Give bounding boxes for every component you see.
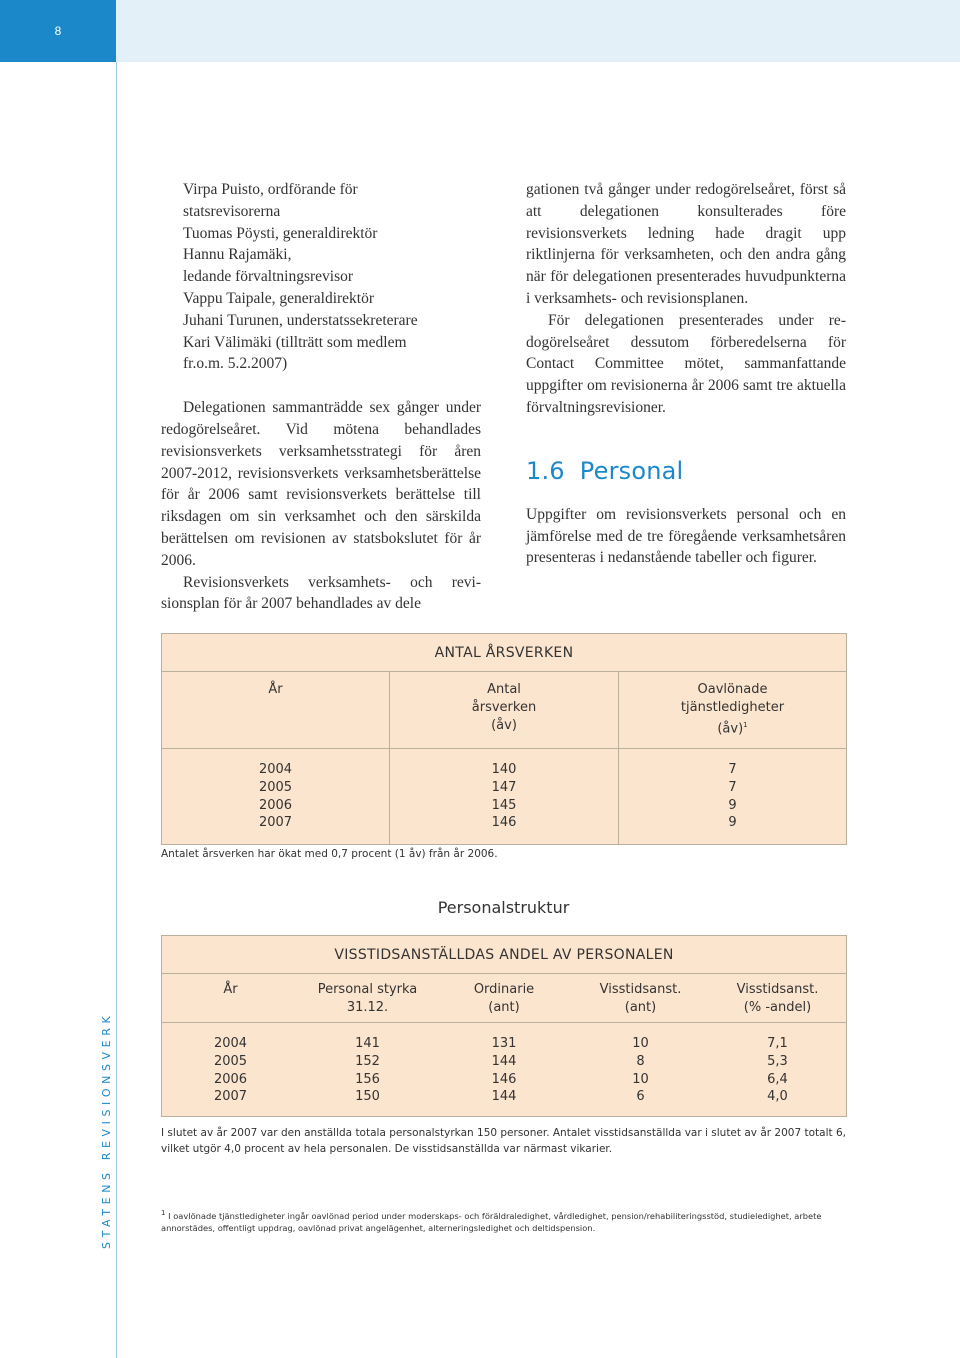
left-text-column xyxy=(161,179,481,615)
table-cell: 7 xyxy=(728,762,737,777)
member-line: Vappu Taipale, generaldirektör xyxy=(183,289,375,307)
table-cell: 144 xyxy=(491,1053,517,1069)
table-title: ANTAL ÅRSVERKEN xyxy=(162,634,846,672)
table-cell: 2005 xyxy=(258,779,293,795)
table-cell: 131 xyxy=(491,1036,517,1051)
table-cell: 2006 xyxy=(258,797,293,813)
table-cell: 8 xyxy=(636,1053,645,1069)
table-cell: 156 xyxy=(355,1071,380,1087)
table-body-row xyxy=(162,749,846,844)
table-cell: 4,0 xyxy=(767,1089,788,1105)
table-cell: 150 xyxy=(355,1089,380,1105)
section-title: Personal xyxy=(579,456,684,485)
table-header-row xyxy=(162,974,846,1023)
table-cell: 5,3 xyxy=(767,1053,788,1069)
table-note: I slutet av år 2007 var den anställda totala personalstyrkan 150 personer. Antalet visstidsanställda var i slutet av år 2007 totalt 6, vilket utgör 4,0 procent av hela personalen. De visstidsanställda var närmast vikarier. xyxy=(161,1127,846,1155)
table-cell: 140 xyxy=(491,762,517,777)
visstid-ant-column xyxy=(572,1023,709,1116)
footnote-marker: 1 xyxy=(161,1209,166,1217)
column-header: Visstidsanst. (ant) xyxy=(599,982,682,1015)
table-antal-arsverken xyxy=(161,633,847,845)
table-title: VISSTIDSANSTÄLLDAS ANDEL AV PERSONALEN xyxy=(162,936,846,974)
column-header: Personal styrka 31.12. xyxy=(317,982,418,1015)
arsverken-column xyxy=(390,749,619,844)
table-header-row xyxy=(162,672,846,749)
table-cell: 10 xyxy=(632,1036,649,1051)
table-cell: 7,1 xyxy=(767,1036,788,1051)
table-cell: 147 xyxy=(491,779,517,795)
right-text-column xyxy=(526,179,846,569)
page-number: 8 xyxy=(0,0,116,62)
personal-styrka-column xyxy=(299,1023,436,1116)
column-header: Oavlönade tjänstledigheter (åv)$^1$ xyxy=(680,682,785,736)
table-note: Antalet årsverken har ökat med 0,7 procent (1 åv) från år 2006. xyxy=(161,848,498,860)
body-paragraph: För delegationen presenterades under redogörelseåret dessutom förberedelserna för Contact Committee mötet, sammanfattande uppgifter om revisionerna år 2006 samt tre aktuella förvaltningsrevisioner. xyxy=(526,311,846,416)
section-heading xyxy=(526,457,846,485)
section-number: 1.6 xyxy=(526,456,565,485)
column-header: Ordinarie (ant) xyxy=(473,982,535,1015)
table-body-row xyxy=(162,1023,846,1116)
visstid-percent-column xyxy=(709,1023,846,1116)
member-line: fr.o.m. 5.2.2007) xyxy=(183,355,288,373)
tjanstledigheter-column xyxy=(619,749,846,844)
table-cell: 144 xyxy=(491,1089,517,1105)
table-cell: 2007 xyxy=(213,1089,248,1105)
body-paragraph: Delegationen sammanträdde sex gånger under redogörelseåret. Vid mötena behandlades revisionsverkets verksamhetsstrategi för åren 2007-2012, revisionsverkets verksamhetsberättelse för år 2006 samt revisionsverkets berättelse till riksdagen om sin verksamhet och den särskilda berättelsen om revisionen av statsbokslutet för år 2006. xyxy=(161,399,481,569)
member-line: Virpa Puisto, ordförande för xyxy=(183,181,358,198)
column-header: År xyxy=(223,982,238,997)
year-column xyxy=(162,749,390,844)
delegation-member-list xyxy=(161,179,481,375)
header-band xyxy=(116,0,960,62)
body-paragraph: Uppgifter om revisionsverkets personal och en jämförelse med de tre föregående verksamhetsåren presenteras i nedanstående tabeller och figurer. xyxy=(526,505,846,567)
table-cell: 145 xyxy=(491,797,517,813)
footnote xyxy=(161,1207,851,1235)
body-paragraph: Revisionsverkets verksamhets- och revisionsplan för år 2007 behandlades av dele xyxy=(161,573,481,613)
table-cell: 10 xyxy=(632,1071,649,1087)
member-line: Tuomas Pöysti, generaldirektör xyxy=(183,224,378,242)
member-line: statsrevisorerna xyxy=(183,202,281,220)
table-cell: 146 xyxy=(491,1071,517,1087)
table-cell: 6,4 xyxy=(767,1071,788,1087)
table-cell: 2005 xyxy=(213,1053,248,1069)
table-cell: 152 xyxy=(355,1053,380,1069)
table-visstidsanstallda xyxy=(161,935,847,1117)
table-cell: 2006 xyxy=(213,1071,248,1087)
member-line: Hannu Rajamäki, xyxy=(183,246,292,264)
table-cell: 9 xyxy=(728,797,737,813)
body-paragraph: gationen två gånger under redogörelseåret, först så att delegationen konsulterades före revisionsverkets ledning hade dragit upp riktlinjerna för verksamheten, och den andra gång när för delegationen presenterades huvudpunkterna i verksamhets- och revisionsplanen. xyxy=(526,181,846,307)
table-cell: 9 xyxy=(728,815,737,831)
side-publisher-label: STATENS REVISIONSVERK xyxy=(100,1011,113,1249)
member-line: Kari Välimäki (tillträtt som medlem xyxy=(183,333,407,351)
table-cell: 141 xyxy=(355,1036,380,1051)
table-cell: 2007 xyxy=(258,815,293,831)
member-line: Juhani Turunen, understatssekreterare xyxy=(183,311,418,329)
column-header: Visstidsanst. (% -andel) xyxy=(736,982,819,1015)
footnote-text: I oavlönade tjänstledigheter ingår oavlönad period under moderskaps- och föräldraledighet, vårdledighet, pension/rehabiliteringsstöd, studieledighet, arbete annorstädes, offentligt uppdrag, oavlönad privat angelägenhet, alterneringsledighet och deltidspension. xyxy=(161,1210,822,1234)
table-cell: 146 xyxy=(491,815,517,831)
table-cell: 7 xyxy=(728,779,737,795)
chart-heading: Personalstruktur xyxy=(437,898,570,917)
table-cell: 2004 xyxy=(258,762,293,777)
year-column xyxy=(162,1023,299,1116)
table-cell: 2004 xyxy=(213,1036,248,1051)
table-cell: 6 xyxy=(636,1089,645,1105)
ordinarie-column xyxy=(436,1023,572,1116)
column-header: År xyxy=(162,672,390,748)
member-line: ledande förvaltningsrevisor xyxy=(183,268,354,286)
margin-rule xyxy=(116,62,117,1358)
column-header: Antal årsverken (åv) xyxy=(390,672,619,748)
